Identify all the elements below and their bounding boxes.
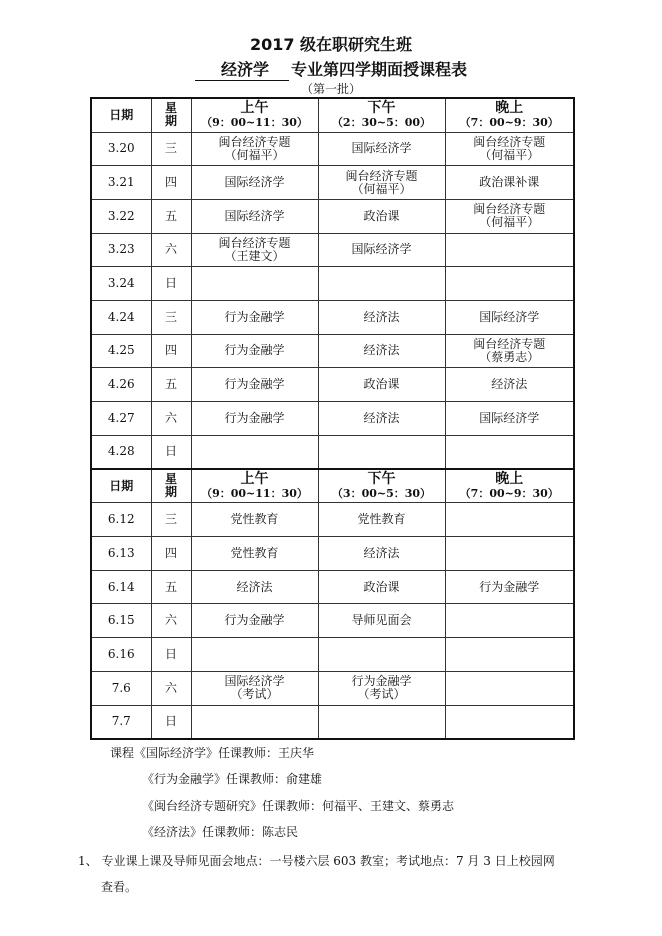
cell-afternoon [318, 671, 445, 705]
cell-afternoon [318, 435, 445, 469]
cell-evening-text: 行为金融学 [479, 579, 540, 594]
cell-evening-text: 政治课补课 [479, 175, 540, 190]
cell-evening [445, 402, 574, 436]
cell-morning [191, 638, 318, 672]
cell-afternoon [318, 570, 445, 604]
table-row [91, 334, 574, 368]
cell-morning [191, 166, 318, 200]
header-afternoon-label: 下午 [367, 471, 396, 488]
cell-evening [445, 166, 574, 200]
cell-evening [445, 604, 574, 638]
cell-morning [191, 233, 318, 267]
teacher-note-mintai-econ: 《闽台经济专题研究》任课教师：何福平、王建文、蔡勇志 [142, 799, 455, 813]
cell-afternoon [318, 537, 445, 571]
header-day-label: 星期 [164, 101, 177, 129]
cell-evening-text: （何福平） [479, 215, 540, 230]
cell-day: 日 [151, 435, 191, 469]
cell-evening [445, 300, 574, 334]
table-row [91, 132, 574, 166]
header-morning-label: 上午 [240, 471, 269, 488]
header-evening-label: 晚上 [495, 471, 524, 488]
cell-date: 3.23 [91, 233, 151, 267]
cell-date: 4.28 [91, 435, 151, 469]
major-name: 经济学 [195, 57, 289, 81]
cell-afternoon-text: 政治课 [363, 579, 400, 594]
cell-day: 三 [151, 132, 191, 166]
cell-evening [445, 570, 574, 604]
cell-day: 六 [151, 671, 191, 705]
cell-date: 4.26 [91, 368, 151, 402]
cell-date: 6.16 [91, 638, 151, 672]
cell-afternoon-text: 经济法 [363, 545, 400, 560]
cell-afternoon-text: 党性教育 [357, 512, 406, 527]
cell-evening-text: （何福平） [479, 147, 540, 162]
header-evening-time: （7：00~9：30） [459, 116, 559, 130]
cell-afternoon [318, 166, 445, 200]
cell-evening [445, 671, 574, 705]
subtitle-text: 专业第四学期面授课程表 [291, 60, 468, 79]
cell-day: 六 [151, 604, 191, 638]
cell-day: 四 [151, 334, 191, 368]
table-header-row [91, 98, 574, 132]
cell-morning [191, 368, 318, 402]
teacher-note-intl-econ: 课程《国际经济学》任课教师：王庆华 [110, 746, 315, 760]
cell-morning [191, 705, 318, 739]
header-evening-label: 晚上 [495, 100, 524, 117]
header-afternoon-time: （3：00~5：30） [331, 487, 432, 501]
teacher-note-behavioral-finance: 《行为金融学》任课教师：俞建雄 [142, 772, 323, 786]
cell-date: 3.21 [91, 166, 151, 200]
cell-date: 3.20 [91, 132, 151, 166]
cell-evening-text: 经济法 [491, 377, 528, 392]
table-row [91, 671, 574, 705]
table-row [91, 435, 574, 469]
header-morning [191, 98, 318, 132]
cell-afternoon-text: 经济法 [363, 309, 400, 324]
header-evening [445, 469, 574, 503]
cell-morning-text: （考试） [230, 687, 279, 702]
cell-morning-text: （王建文） [224, 248, 285, 263]
cell-day: 五 [151, 368, 191, 402]
table-row [91, 233, 574, 267]
cell-evening [445, 233, 574, 267]
cell-afternoon-text: （何福平） [351, 181, 412, 196]
cell-evening [445, 638, 574, 672]
cell-afternoon-text: 国际经济学 [351, 242, 412, 257]
cell-evening [445, 435, 574, 469]
cell-afternoon [318, 638, 445, 672]
cell-afternoon-text: 经济法 [363, 343, 400, 358]
table-row [91, 604, 574, 638]
cell-afternoon [318, 300, 445, 334]
cell-afternoon-text: 国际经济学 [351, 141, 412, 156]
cell-morning-text: 行为金融学 [224, 309, 285, 324]
cell-morning [191, 199, 318, 233]
cell-date: 6.14 [91, 570, 151, 604]
cell-day: 三 [151, 300, 191, 334]
cell-evening [445, 503, 574, 537]
table-row [91, 166, 574, 200]
cell-afternoon [318, 267, 445, 301]
header-morning-label: 上午 [240, 100, 269, 117]
cell-afternoon-text: （考试） [357, 687, 406, 702]
cell-morning [191, 300, 318, 334]
cell-day: 六 [151, 233, 191, 267]
cell-afternoon-text: 政治课 [363, 208, 400, 223]
teacher-note-econ-law: 《经济法》任课教师：陈志民 [142, 825, 299, 839]
cell-day: 六 [151, 402, 191, 436]
cell-date: 6.12 [91, 503, 151, 537]
cell-date: 3.24 [91, 267, 151, 301]
table-row [91, 537, 574, 571]
cell-day: 五 [151, 570, 191, 604]
cell-day: 五 [151, 199, 191, 233]
cell-afternoon [318, 132, 445, 166]
cell-evening [445, 334, 574, 368]
cell-afternoon [318, 503, 445, 537]
header-afternoon-time: （2：30~5：00） [331, 116, 432, 130]
table-header-row [91, 469, 574, 503]
cell-morning-text: 经济法 [236, 579, 273, 594]
cell-afternoon [318, 199, 445, 233]
table-row [91, 267, 574, 301]
cell-afternoon [318, 402, 445, 436]
cell-morning-text: 国际经济学 [224, 175, 285, 190]
table-row [91, 199, 574, 233]
header-evening-time: （7：00~9：30） [459, 487, 559, 501]
header-date: 日期 [91, 98, 151, 132]
cell-evening-text: 国际经济学 [479, 309, 540, 324]
cell-morning [191, 604, 318, 638]
table-row [91, 705, 574, 739]
header-evening [445, 98, 574, 132]
header-afternoon [318, 98, 445, 132]
table-row [91, 368, 574, 402]
cell-morning-text: 行为金融学 [224, 343, 285, 358]
cell-evening-text: 闽台经济专题 [473, 336, 546, 351]
header-day [151, 469, 191, 503]
cell-afternoon-text: 闽台经济专题 [345, 168, 418, 183]
cell-date: 7.6 [91, 671, 151, 705]
cell-day: 三 [151, 503, 191, 537]
cell-evening [445, 537, 574, 571]
cell-date: 6.13 [91, 537, 151, 571]
header-afternoon [318, 469, 445, 503]
cell-day: 四 [151, 537, 191, 571]
location-note: 1、 专业课上课及导师见面会地点：一号楼六层 603 教室；考试地点：7 月 3 日上校园网 [78, 854, 555, 868]
cell-morning-text: 国际经济学 [224, 674, 285, 689]
schedule-table [90, 97, 575, 740]
table-row [91, 402, 574, 436]
cell-date: 6.15 [91, 604, 151, 638]
cell-evening [445, 132, 574, 166]
cell-morning [191, 132, 318, 166]
cell-afternoon [318, 604, 445, 638]
cell-afternoon-text: 导师见面会 [351, 613, 412, 628]
cell-morning [191, 267, 318, 301]
cell-afternoon [318, 233, 445, 267]
cell-date: 4.25 [91, 334, 151, 368]
cell-evening [445, 705, 574, 739]
cell-morning-text: 行为金融学 [224, 377, 285, 392]
cell-morning [191, 503, 318, 537]
table-row [91, 570, 574, 604]
cell-date: 4.27 [91, 402, 151, 436]
cell-morning-text: （何福平） [224, 147, 285, 162]
cell-morning [191, 671, 318, 705]
cell-afternoon [318, 705, 445, 739]
cell-date: 7.7 [91, 705, 151, 739]
cell-morning-text: 闽台经济专题 [218, 134, 291, 149]
cell-morning [191, 334, 318, 368]
cell-afternoon [318, 368, 445, 402]
cell-evening-text: （蔡勇志） [479, 349, 540, 364]
header-morning-time: （9：00~11：30） [201, 116, 308, 130]
header-morning-time: （9：00~11：30） [201, 487, 308, 501]
cell-morning [191, 570, 318, 604]
batch-label: （第一批） [300, 82, 361, 96]
cell-date: 3.22 [91, 199, 151, 233]
cell-morning [191, 537, 318, 571]
cell-morning [191, 402, 318, 436]
cell-day: 日 [151, 638, 191, 672]
cell-day: 四 [151, 166, 191, 200]
header-date: 日期 [91, 469, 151, 503]
cell-evening-text: 闽台经济专题 [473, 202, 546, 217]
schedule-subtitle [0, 57, 662, 81]
header-afternoon-label: 下午 [367, 100, 396, 117]
header-morning [191, 469, 318, 503]
cell-afternoon-text: 行为金融学 [351, 674, 412, 689]
cell-evening-text: 国际经济学 [479, 410, 540, 425]
cell-afternoon-text: 政治课 [363, 377, 400, 392]
table-row [91, 638, 574, 672]
cell-morning-text: 国际经济学 [224, 208, 285, 223]
table-row [91, 503, 574, 537]
cell-day: 日 [151, 705, 191, 739]
cell-day: 日 [151, 267, 191, 301]
header-day-label: 星期 [164, 472, 177, 500]
cell-evening [445, 199, 574, 233]
cell-morning-text: 行为金融学 [224, 410, 285, 425]
cell-morning-text: 闽台经济专题 [218, 235, 291, 250]
cell-morning-text: 党性教育 [230, 512, 279, 527]
cell-morning-text: 党性教育 [230, 545, 279, 560]
location-note-cont: 查看。 [101, 880, 138, 894]
table-row [91, 300, 574, 334]
cell-morning [191, 435, 318, 469]
cell-evening [445, 368, 574, 402]
cell-afternoon [318, 334, 445, 368]
header-day [151, 98, 191, 132]
cell-morning-text: 行为金融学 [224, 613, 285, 628]
schedule-title: 2017 级在职研究生班 [249, 35, 413, 54]
cell-evening [445, 267, 574, 301]
cell-afternoon-text: 经济法 [363, 410, 400, 425]
cell-date: 4.24 [91, 300, 151, 334]
cell-evening-text: 闽台经济专题 [473, 134, 546, 149]
